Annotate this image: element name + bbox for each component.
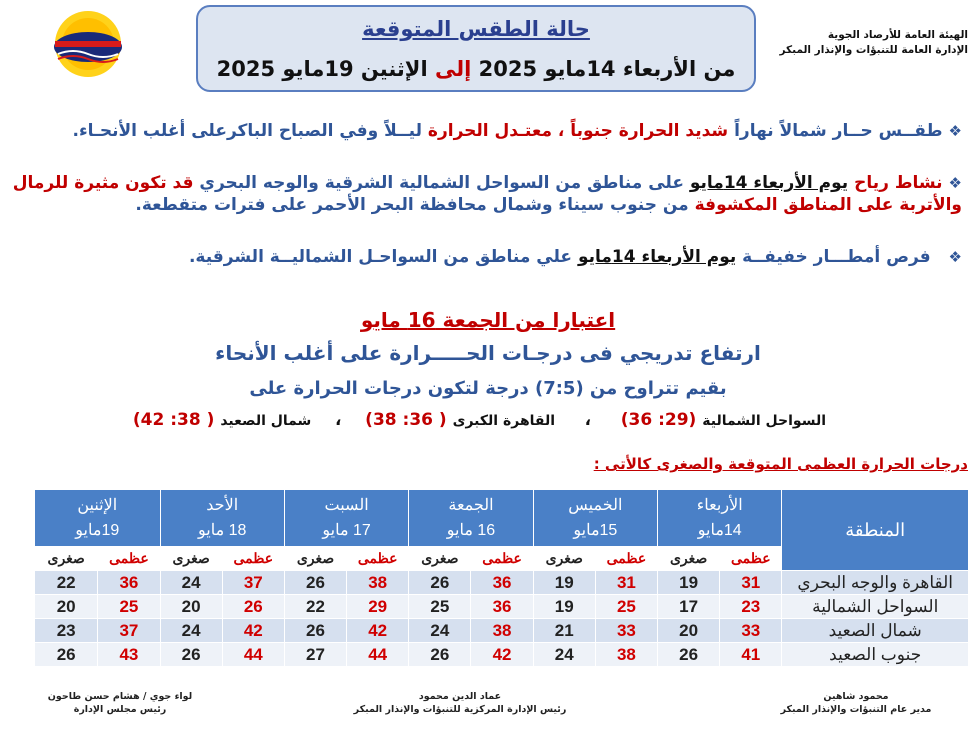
- day-header: [284, 490, 408, 547]
- range-greater-cairo-label: القاهرة الكبرى: [452, 413, 556, 429]
- day-header: [35, 490, 161, 547]
- day-date: 15مايو: [573, 522, 618, 539]
- max-label: عظمى: [595, 547, 657, 571]
- max-temp: 43: [98, 643, 160, 667]
- region-name: شمال الصعيد: [782, 619, 969, 643]
- min-temp: 20: [35, 595, 98, 619]
- max-temp: 44: [347, 643, 409, 667]
- min-temp: 23: [35, 619, 98, 643]
- bullet-1-part-1: طقــس حــار شمالاً نهاراً: [734, 121, 943, 141]
- min-temp: 26: [35, 643, 98, 667]
- table-caption: درجات الحرارة العظمى المتوقعة والصغرى كالأتى :: [593, 455, 968, 473]
- signature-name: لواء جوي / هشام حسن طاحون: [47, 691, 193, 702]
- outlook-line-2: بقيم تتراوح من (7:5) درجة لتكون درجات الحرارة على: [249, 378, 727, 399]
- table-row: [35, 619, 969, 643]
- min-temp: 26: [284, 571, 346, 595]
- min-label: صغرى: [35, 547, 98, 571]
- max-temp: 33: [595, 619, 657, 643]
- max-temp: 37: [98, 619, 160, 643]
- separator: ،: [584, 410, 592, 430]
- max-temp: 41: [720, 643, 782, 667]
- bullet-1-part-3: ليــلاً وفي الصباح الباكرعلى أغلب الأنحـاء.: [72, 121, 422, 141]
- min-temp: 24: [409, 619, 471, 643]
- signature-name: عماد الدين محمود: [418, 691, 502, 702]
- min-temp: 20: [160, 595, 222, 619]
- min-temp: 26: [409, 643, 471, 667]
- day-name: الجمعة: [448, 497, 494, 514]
- bullet-2-part-3: على مناطق من السواحل الشمالية الشرقية والوجه البحري: [199, 173, 684, 193]
- max-temp: 31: [720, 571, 782, 595]
- max-temp: 31: [595, 571, 657, 595]
- table-row: [35, 571, 969, 595]
- day-header: [533, 490, 657, 547]
- day-date: 16 مايو: [446, 522, 496, 539]
- signature-right: [756, 690, 956, 716]
- max-label: عظمى: [471, 547, 533, 571]
- max-temp: 29: [347, 595, 409, 619]
- day-name: الإثنين: [77, 497, 118, 514]
- bullet-general-weather: [12, 120, 962, 142]
- min-temp: 17: [658, 595, 720, 619]
- max-temp: 37: [222, 571, 284, 595]
- day-date: 14مايو: [697, 522, 742, 539]
- outlook-heading: اعتبارا من الجمعة 16 مايو: [360, 308, 616, 332]
- bullet-1-part-2: شديد الحرارة جنوباً ، معتـدل الحرارة: [427, 121, 729, 141]
- min-temp: 24: [160, 571, 222, 595]
- max-label: عظمى: [347, 547, 409, 571]
- day-name: الأربعاء: [696, 497, 743, 514]
- range-greater-cairo-value: ( 36: 38): [365, 410, 447, 430]
- min-temp: 24: [533, 643, 595, 667]
- bullet-2-part-2: يوم الأربعاء 14مايو: [689, 173, 849, 193]
- range-north-upper-egypt-label: شمال الصعيد: [220, 413, 312, 429]
- min-temp: 20: [658, 619, 720, 643]
- separator: ،: [335, 410, 342, 430]
- max-temp: 42: [471, 643, 533, 667]
- max-label: عظمى: [98, 547, 160, 571]
- date-end: الإثنين 19مايو 2025: [216, 57, 428, 81]
- bullet-wind-activity: [12, 172, 962, 216]
- signature-title: رئيس الإدارة المركزية للتنبؤات والإنذار المبكر: [353, 704, 567, 715]
- ema-logo: [38, 8, 138, 80]
- bullet-2-part-6: من جنوب سيناء وشمال محافظة البحر الأحمر على فترات متقطعة.: [135, 195, 689, 215]
- org-line-2: الإدارة العامة للتنبؤات والإنذار المبكر: [779, 44, 968, 56]
- bullet-3-part-2: يوم الأربعاء 14مايو: [577, 247, 737, 267]
- diamond-bullet-icon: ❖: [948, 248, 962, 266]
- max-temp: 36: [98, 571, 160, 595]
- day-name: السبت: [324, 497, 369, 514]
- bullet-3-part-1: فرص أمطـــار خفيفــة: [742, 247, 931, 267]
- region-name: القاهرة والوجه البحري: [782, 571, 969, 595]
- day-header: [658, 490, 782, 547]
- max-temp: 36: [471, 595, 533, 619]
- max-temp: 38: [347, 571, 409, 595]
- day-date: 18 مايو: [198, 522, 247, 539]
- table-row: [35, 643, 969, 667]
- min-temp: 26: [658, 643, 720, 667]
- min-temp: 21: [533, 619, 595, 643]
- max-label: عظمى: [222, 547, 284, 571]
- day-name: الأحد: [206, 497, 239, 514]
- region-name: جنوب الصعيد: [782, 643, 969, 667]
- region-name: السواحل الشمالية: [782, 595, 969, 619]
- min-temp: 19: [658, 571, 720, 595]
- diamond-bullet-icon: ❖: [948, 122, 962, 140]
- day-header: [409, 490, 533, 547]
- outlook-ranges: [133, 410, 826, 430]
- range-north-upper-egypt-value: ( 38: 42): [132, 410, 215, 430]
- bullet-3-part-3: علي مناطق من السواحـل الشماليــة الشرقية.: [188, 247, 573, 267]
- outlook-line-1: ارتفاع تدريجي فى درجـات الحـــــرارة على أغلب الأنحاء: [215, 341, 761, 365]
- max-temp: 38: [471, 619, 533, 643]
- region-header: المنطقة: [782, 490, 969, 571]
- signature-name: محمود شاهين: [823, 691, 889, 702]
- bullet-2-part-1: نشاط رياح: [854, 173, 943, 193]
- title-box: [196, 5, 756, 92]
- day-date: 17 مايو: [322, 522, 371, 539]
- max-temp: 36: [471, 571, 533, 595]
- min-label: صغرى: [284, 547, 346, 571]
- min-temp: 26: [284, 619, 346, 643]
- min-temp: 19: [533, 571, 595, 595]
- range-north-coast-value: (29: 36): [620, 410, 697, 430]
- org-line-1: الهيئة العامة للأرصاد الجوية: [827, 29, 968, 41]
- min-temp: 26: [160, 643, 222, 667]
- max-temp: 38: [595, 643, 657, 667]
- signature-title: رئيس مجلس الإدارة: [73, 704, 167, 715]
- min-temp: 22: [35, 571, 98, 595]
- min-temp: 24: [160, 619, 222, 643]
- max-temp: 23: [720, 595, 782, 619]
- date-to-word: إلى: [434, 57, 472, 81]
- day-date: 19مايو: [75, 522, 120, 539]
- max-label: عظمى: [720, 547, 782, 571]
- min-label: صغرى: [658, 547, 720, 571]
- bullet-2-part-4: قد تكون مثيرة للرمال: [12, 173, 194, 193]
- min-temp: 22: [284, 595, 346, 619]
- bullet-2-part-5: والأتربة على المناطق المكشوفة: [694, 195, 962, 215]
- page-title: حالة الطقس المتوقعة: [362, 17, 590, 41]
- table-row: [35, 595, 969, 619]
- min-label: صغرى: [409, 547, 471, 571]
- min-temp: 27: [284, 643, 346, 667]
- min-label: صغرى: [160, 547, 222, 571]
- max-temp: 33: [720, 619, 782, 643]
- signature-title: مدير عام التنبؤات والإنذار المبكر: [780, 704, 932, 715]
- max-temp: 42: [347, 619, 409, 643]
- day-header: [160, 490, 284, 547]
- max-temp: 42: [222, 619, 284, 643]
- diamond-bullet-icon: ❖: [948, 174, 962, 192]
- min-temp: 25: [409, 595, 471, 619]
- day-name: الخميس: [568, 497, 623, 514]
- organization-name: [768, 28, 968, 58]
- signature-center: [320, 690, 600, 716]
- date-from: من الأربعاء 14مايو 2025: [478, 57, 736, 81]
- max-temp: 25: [595, 595, 657, 619]
- max-temp: 26: [222, 595, 284, 619]
- range-north-coast-label: السواحل الشمالية: [702, 413, 826, 429]
- date-range: [198, 57, 754, 81]
- max-temp: 25: [98, 595, 160, 619]
- svg-text:EMA: EMA: [78, 31, 98, 41]
- min-label: صغرى: [533, 547, 595, 571]
- max-temp: 44: [222, 643, 284, 667]
- min-temp: 19: [533, 595, 595, 619]
- min-temp: 26: [409, 571, 471, 595]
- temperature-table: [34, 489, 969, 667]
- signature-left: [20, 690, 220, 716]
- bullet-rain-chances: [12, 246, 962, 268]
